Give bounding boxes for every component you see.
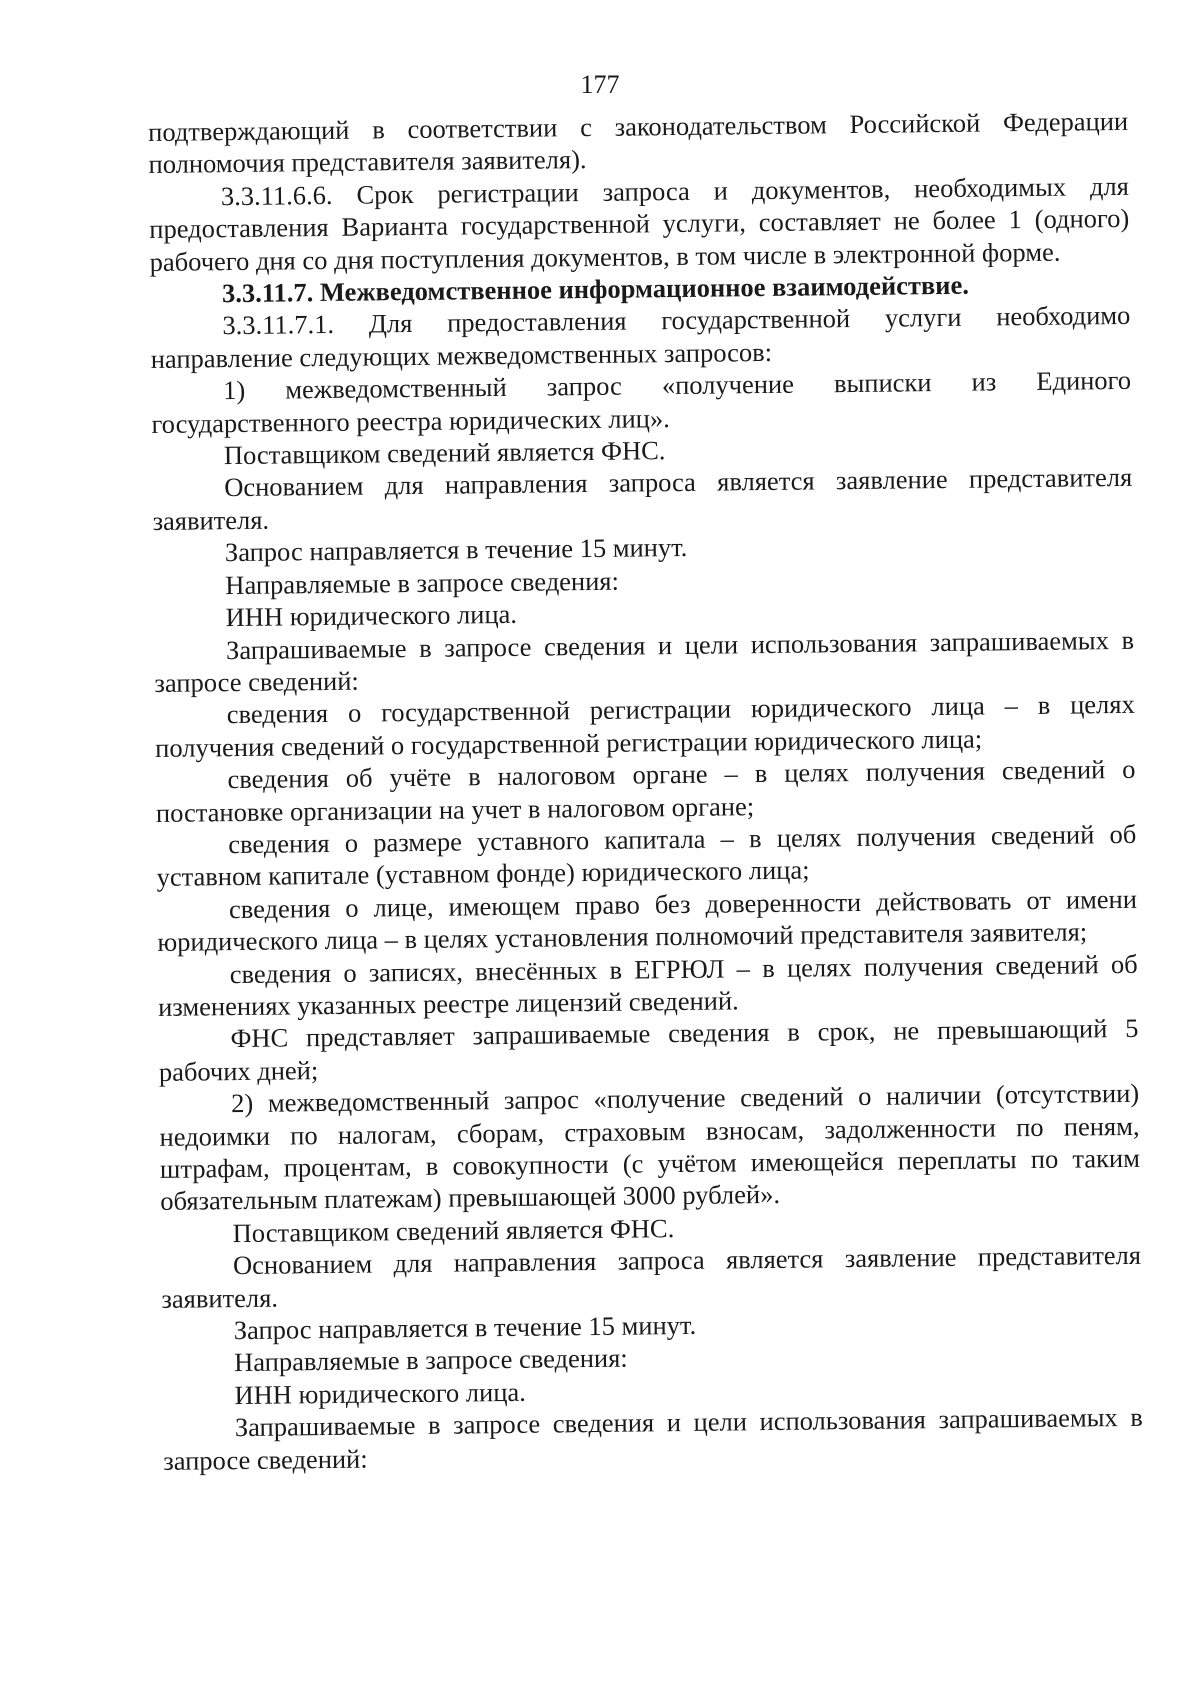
paragraph: 1) межведомственный запрос «получение выписки из Единого государственного реестра юридических лиц». — [151, 365, 1132, 439]
paragraph: Направляемые в запросе сведения: — [233, 1343, 628, 1378]
paragraph: подтверждающий в соответствии с законодательством Российской Федерации полномочия представителя заявителя). — [148, 105, 1129, 180]
paragraph: ФНС представляет запрашиваемые сведения в срок, не превышающий 5 рабочих дней; — [158, 1013, 1139, 1087]
paragraph: Запрашиваемые в запросе сведения и цели использования запрашиваемых в запросе сведений: — [154, 624, 1135, 698]
paragraph: сведения о лице, имеющем право без доверенности действовать от имени юридического лица – в целях установления полномочий представителя заявителя; — [157, 883, 1138, 958]
paragraph: Основанием для направления запроса является заявление представителя заявителя. — [152, 462, 1133, 536]
paragraph: Поставщиком сведений является ФНС. — [232, 1212, 675, 1248]
document-body — [148, 105, 1143, 1477]
paragraph: Поставщиком сведений является ФНС. — [223, 435, 666, 471]
paragraph: сведения о записях, внесённых в ЕГРЮЛ – в целях получения сведений об изменениях указанных реестре лицензий сведений. — [157, 948, 1138, 1022]
paragraph: Направляемые в запросе сведения: — [225, 565, 620, 600]
page-number: 177 — [580, 70, 620, 99]
paragraph: 3.3.11.6.6. Срок регистрации запроса и документов, необходимых для предоставления Варианта государственной услуги, составляет не более 1 (одного) рабочего дня со дня поступления документов, в том числе в электронной форме. — [149, 170, 1130, 277]
paragraph: Запрос направляется в течение 15 минут. — [224, 532, 688, 568]
paragraph: Основанием для направления запроса является заявление представителя заявителя. — [161, 1240, 1142, 1314]
paragraph: Запрашиваемые в запросе сведения и цели использования запрашиваемых в запросе сведений: — [163, 1402, 1143, 1476]
paragraph: 2) межведомственный запрос «получение сведений о наличии (отсутствии) недоимки по налогам, сборам, страховым взносам, задолженности по пеням, штрафам, процентам, в совокупности (с учётом имеющейся переплаты по таким обязательным платежам) превышающей 3000 рублей». — [159, 1078, 1141, 1217]
section-heading: 3.3.11.7. Межведомственное информационное взаимодействие. — [221, 269, 970, 309]
paragraph: сведения об учёте в налоговом органе – в целях получения сведений о постановке организации на учет в налоговом органе; — [155, 753, 1136, 828]
paragraph: 3.3.11.7.1. Для предоставления государственной услуги необходимо направление следующих межведомственных запросов: — [150, 300, 1131, 374]
paragraph: сведения о государственной регистрации юридического лица – в целях получения сведений о государственной регистрации юридического лица; — [154, 689, 1135, 763]
paragraph: Запрос направляется в течение 15 минут. — [233, 1309, 697, 1346]
paragraph: ИНН юридического лица. — [225, 598, 518, 633]
paragraph: сведения о размере уставного капитала – в целях получения сведений об уставном капитале (уставном фонде) юридического лица; — [156, 818, 1137, 893]
paragraph: ИНН юридического лица. — [234, 1376, 526, 1410]
